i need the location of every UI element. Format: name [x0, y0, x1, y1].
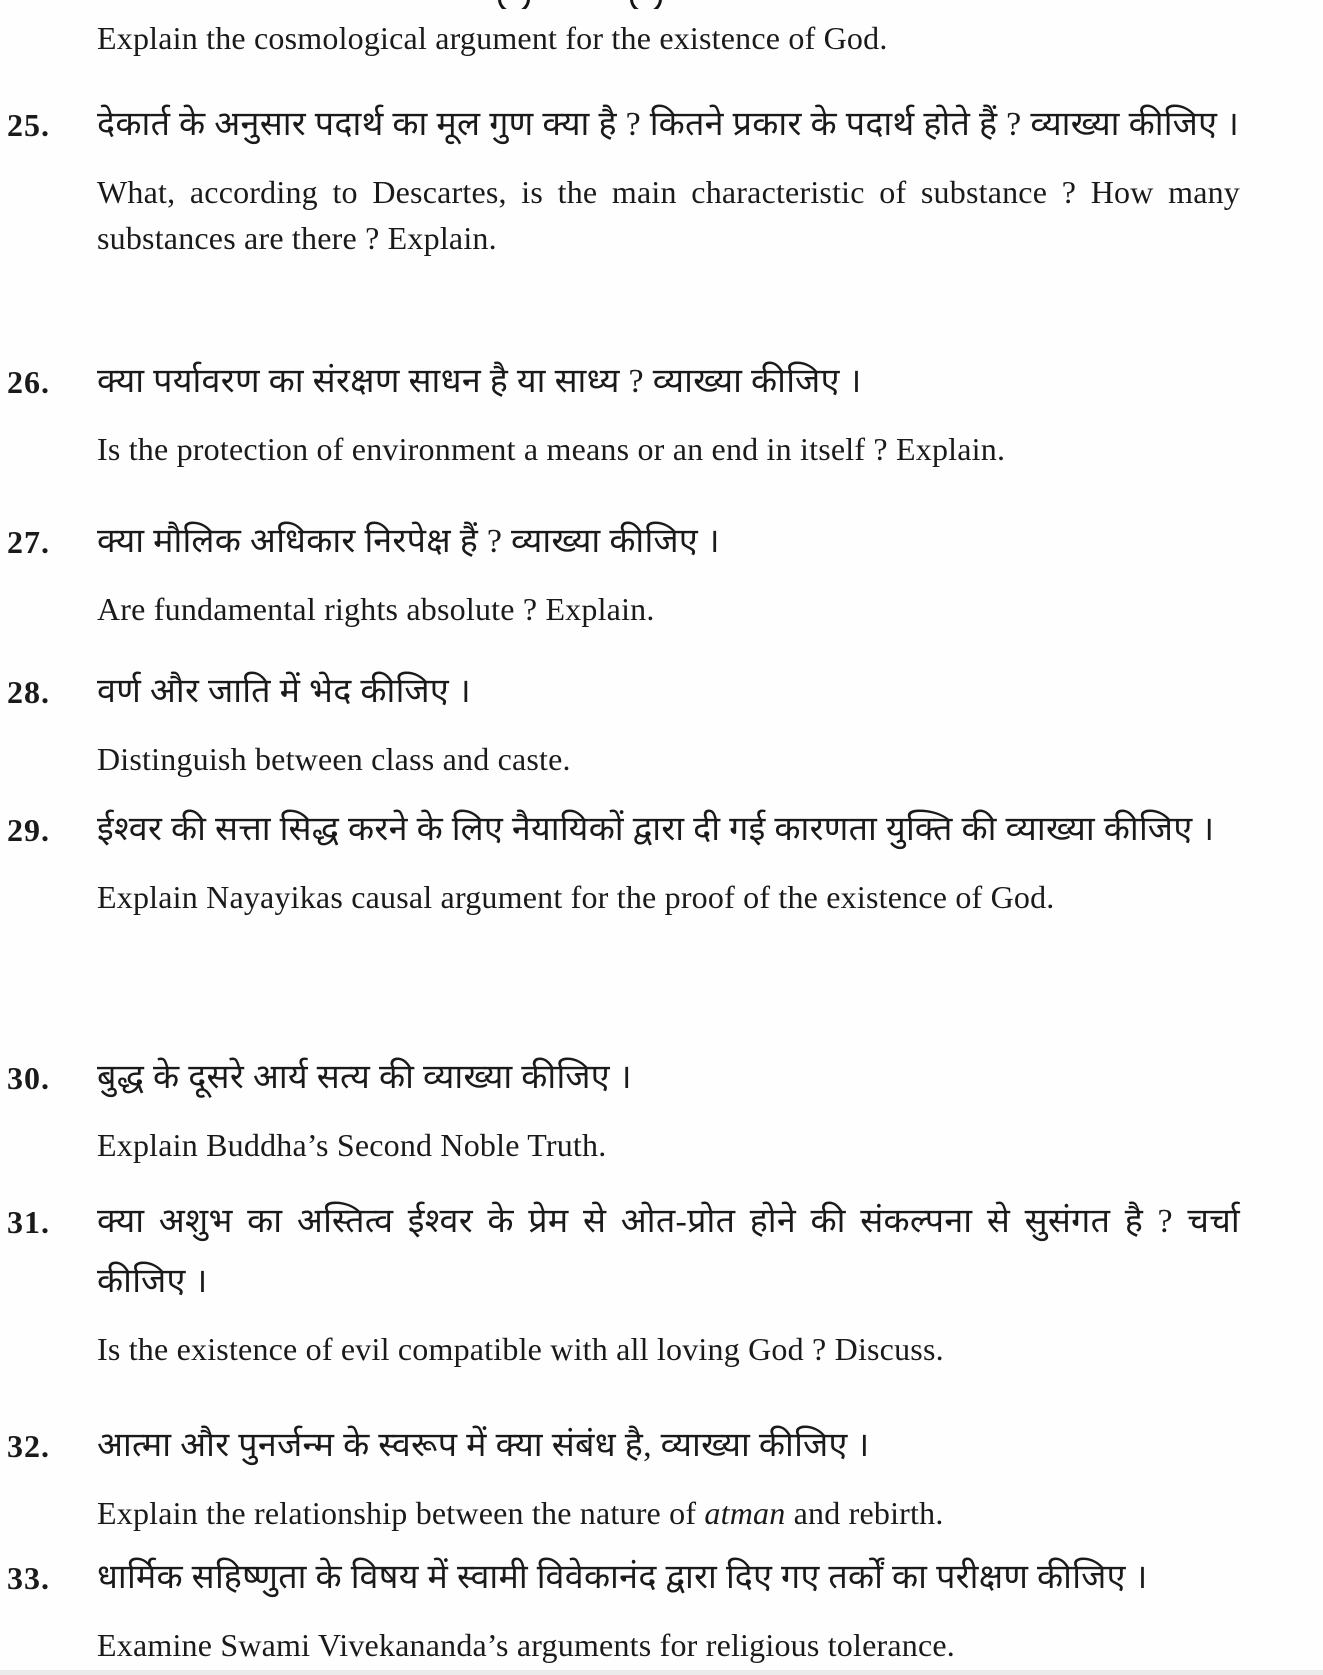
question-text-hindi: ईश्वर की सत्ता सिद्ध करने के लिए नैयायिकों द्वारा दी गई कारणता युक्ति की व्याख्या कीजिए । — [97, 811, 1215, 848]
question-text-column — [97, 662, 1240, 782]
question-number: 29. — [7, 812, 50, 848]
question-text-hindi: क्या पर्यावरण का संरक्षण साधन है या साध्य ? व्याख्या कीजिए । — [97, 363, 862, 400]
question-text-hindi: धार्मिक सहिष्णुता के विषय में स्वामी विवेकानंद द्वारा दिए गए तर्कों का परीक्षण कीजिए । — [97, 1559, 1148, 1596]
question-text-column — [97, 800, 1240, 920]
question-text-english — [97, 1622, 1240, 1668]
question-text-english — [97, 169, 1240, 261]
english-italic-term: atman — [704, 1495, 786, 1531]
question-number: 31. — [7, 1204, 50, 1240]
question-text-column — [97, 95, 1240, 261]
question-block — [0, 1192, 1323, 1372]
question-text-english — [97, 1326, 1240, 1372]
question-block — [0, 512, 1323, 632]
english-text-part: Examine Swami Vivekananda’s arguments for religious tolerance. — [97, 1627, 955, 1663]
question-text-hindi: वर्ण और जाति में भेद कीजिए । — [97, 673, 472, 710]
question-text-english — [97, 1490, 1240, 1536]
question-text-column — [97, 1548, 1240, 1668]
question-block — [0, 1048, 1323, 1168]
question-text-hindi: आत्मा और पुनर्जन्म के स्वरूप में क्या संबंध है, व्याख्या कीजिए । — [97, 1427, 870, 1464]
question-text-english — [97, 1122, 1240, 1168]
question-block — [0, 800, 1323, 920]
english-text-part: What, according to Descartes, is the main characteristic of substance ? How many substances are there ? Explain. — [97, 174, 1240, 256]
question-number: 27. — [7, 524, 50, 560]
question-number: 32. — [7, 1428, 50, 1464]
question-text-column — [97, 1416, 1240, 1536]
question-text-column — [97, 512, 1240, 632]
intro-english-line: Explain the cosmological argument for the existence of God. — [97, 20, 888, 56]
question-text-hindi: क्या अशुभ का अस्तित्व ईश्वर के प्रेम से ओत-प्रोत होने की संकल्पना से सुसंगत है ? चर्चा कीजिए । — [97, 1203, 1240, 1300]
english-text-part: Is the existence of evil compatible with all loving God ? Discuss. — [97, 1331, 944, 1367]
question-text-english — [97, 736, 1240, 782]
question-number: 28. — [7, 674, 50, 710]
question-text-column — [97, 1192, 1240, 1372]
cut-off-text-fragment — [630, 0, 670, 9]
glyph-arc — [498, 0, 530, 9]
question-block — [0, 1548, 1323, 1668]
english-text-part: Explain the relationship between the nature of — [97, 1495, 705, 1531]
question-number: 26. — [7, 364, 50, 400]
question-text-column — [97, 352, 1240, 472]
english-text-part: Distinguish between class and caste. — [97, 741, 571, 777]
question-block — [0, 662, 1323, 782]
question-text-hindi: क्या मौलिक अधिकार निरपेक्ष हैं ? व्याख्या कीजिए । — [97, 523, 720, 560]
question-block — [0, 1416, 1323, 1536]
english-text-part: Is the protection of environment a means or an end in itself ? Explain. — [97, 431, 1006, 467]
question-number: 30. — [7, 1060, 50, 1096]
question-text-column — [97, 1048, 1240, 1168]
english-text-part: and rebirth. — [785, 1495, 944, 1531]
question-number: 33. — [7, 1560, 50, 1596]
question-block — [0, 95, 1323, 261]
question-block — [0, 352, 1323, 472]
cut-off-text-fragment — [498, 0, 538, 9]
question-text-english — [97, 586, 1240, 632]
english-text-part: Explain Nayayikas causal argument for the proof of the existence of God. — [97, 879, 1055, 915]
question-number: 25. — [7, 107, 50, 143]
question-text-english — [97, 874, 1240, 920]
page-edge-shadow — [0, 1670, 1323, 1675]
question-text-english — [97, 426, 1240, 472]
english-text-part: Explain Buddha’s Second Noble Truth. — [97, 1127, 607, 1163]
question-text-hindi: बुद्ध के दूसरे आर्य सत्य की व्याख्या कीजिए । — [97, 1059, 632, 1096]
english-text-part: Are fundamental rights absolute ? Explain. — [97, 591, 655, 627]
glyph-arc — [630, 0, 662, 9]
question-text-hindi: देकार्त के अनुसार पदार्थ का मूल गुण क्या है ? कितने प्रकार के पदार्थ होते हैं ? व्याख्या कीजिए । — [97, 106, 1240, 143]
